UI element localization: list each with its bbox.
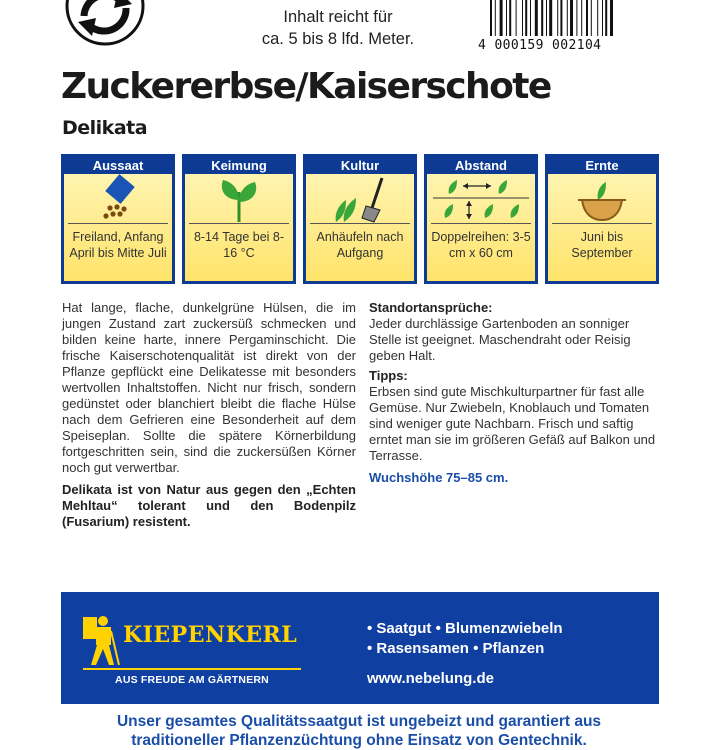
- resistance-note: Delikata ist von Natur aus gegen den „Echten Mehltau“ tolerant und den Bodenpilz (Fusarium) resistent.: [62, 482, 356, 529]
- product-range-line1: • Saatgut • Blumenzwiebeln: [367, 620, 563, 637]
- spacing-icon: [427, 174, 535, 224]
- info-box-text: 8-14 Tage bei 8-16 °C: [193, 230, 285, 260]
- brand-name: KIEPENKERL: [123, 622, 298, 648]
- barcode-number: 4 000159 002104: [478, 38, 602, 53]
- recycle-icon: [62, 0, 148, 46]
- quality-statement: [0, 712, 718, 750]
- quality-statement-line1: Unser gesamtes Qualitätssaatgut ist ungebeizt und garantiert aus: [116, 713, 602, 730]
- barcode: [478, 0, 653, 58]
- content-note: [228, 6, 448, 50]
- product-range: [367, 619, 647, 659]
- kiepenkerl-figure-icon: [81, 611, 121, 667]
- info-box-text: Anhäufeln nach Aufgang: [316, 230, 404, 260]
- info-box-label: Abstand: [455, 158, 507, 173]
- brand-divider: [83, 668, 301, 670]
- description-column: [62, 300, 356, 532]
- info-box-text: Doppelreihen: 3-5 cm x 60 cm: [431, 230, 531, 260]
- content-note-line2: ca. 5 bis 8 lfd. Meter.: [261, 30, 415, 48]
- location-text: Jeder durchlässige Gartenboden an sonniger Stelle ist geeignet. Maschendraht oder Reisig geben Halt.: [369, 316, 631, 363]
- info-box-text: Juni bis September: [571, 230, 633, 260]
- description-text: Hat lange, flache, dunkelgrüne Hülsen, die im jungen Zustand zart zuckersüß schmecken und bilden keine harte, innere Pergaminschicht. Die frische Kaiserschotenqualität ist direkt von der Pflanze gepflückt eine Delikatesse mit besonders wertvollen Inhaltstoffen. Nicht nur frisch, sondern gedünstet oder blanchiert bleibt die flache Hülse nach dem Gefrieren eine Besonderheit auf dem Speiseplan. Sollte die spätere Körnerbildung fortgeschritten sein, sind die zuckersüßen Körner noch gut verwertbar.: [62, 300, 356, 475]
- info-box-label: Aussaat: [92, 158, 144, 173]
- brand-banner: [61, 592, 659, 704]
- info-box-kultur: [303, 154, 417, 284]
- info-box-abstand: [424, 154, 538, 284]
- info-column: [369, 300, 661, 490]
- info-box-keimung: [182, 154, 296, 284]
- seed-packet-icon: [64, 174, 172, 224]
- location-heading: Standortansprüche:: [369, 300, 493, 315]
- harvest-bowl-icon: [548, 174, 656, 224]
- info-boxes: [61, 154, 659, 284]
- tips-text: Erbsen sind gute Mischkulturpartner für fast alle Gemüse. Nur Zwiebeln, Knoblauch und Tomaten sind weniger gute Nachbarn. Frisch und saftig erntet man sie im größeren Gefäß auf Balkon und Terrasse.: [369, 384, 656, 463]
- info-box-aussaat: [61, 154, 175, 284]
- barcode-bars: [490, 0, 650, 36]
- brand-tagline: AUS FREUDE AM GÄRTNERN: [115, 674, 269, 686]
- tips-heading: Tipps:: [369, 368, 408, 383]
- info-box-text: Freiland, Anfang April bis Mitte Juli: [69, 230, 167, 260]
- product-variety: Delikata: [62, 117, 148, 139]
- info-box-ernte: [545, 154, 659, 284]
- shovel-icon: [306, 174, 414, 224]
- product-title: Zuckererbse/Kaiserschote: [61, 66, 551, 107]
- info-box-label: Keimung: [211, 158, 267, 173]
- growth-height: Wuchshöhe 75–85 cm.: [369, 470, 509, 485]
- info-box-label: Kultur: [340, 158, 380, 173]
- sprout-icon: [185, 174, 293, 224]
- website-link[interactable]: www.nebelung.de: [367, 670, 494, 687]
- quality-statement-line2: traditioneller Pflanzenzüchtung ohne Einsatz von Gentechnik.: [131, 732, 587, 749]
- product-range-line2: • Rasensamen • Pflanzen: [367, 640, 545, 657]
- content-note-line1: Inhalt reicht für: [283, 8, 393, 26]
- info-box-label: Ernte: [585, 158, 619, 173]
